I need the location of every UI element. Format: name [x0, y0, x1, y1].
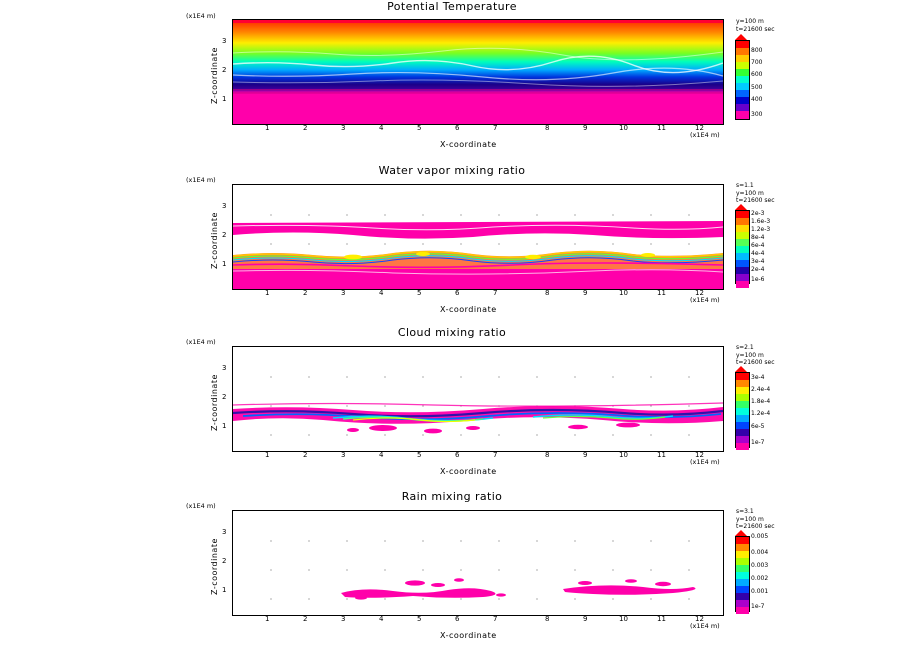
- meta-line-1: y=100 m: [736, 18, 764, 25]
- colorbar-tick-6e-4: 6e-4: [751, 242, 765, 249]
- x-tick-11: 11: [657, 289, 666, 297]
- x-axis-label: X-coordinate: [440, 467, 497, 476]
- y-tick-3: 3: [222, 528, 227, 536]
- x-unit-label: (x1E4 m): [690, 131, 720, 139]
- x-axis-label: X-coordinate: [440, 631, 497, 640]
- chart-title: Water vapor mixing ratio: [378, 164, 526, 177]
- plot-area-potential-temperature: [232, 19, 724, 125]
- colorbar-meta-3: [736, 508, 775, 531]
- colorbar-tick-0.004: 0.004: [751, 549, 769, 556]
- x-tick-3: 3: [341, 615, 346, 623]
- colorbar-tick-3e-4: 3e-4: [751, 258, 765, 265]
- colorbar-cloud-mixing-ratio: [735, 372, 750, 448]
- colorbar-tick-300: 300: [751, 111, 763, 118]
- x-tick-10: 10: [619, 615, 628, 623]
- x-tick-2: 2: [303, 451, 308, 459]
- x-tick-4: 4: [379, 289, 384, 297]
- y-tick-3: 3: [222, 202, 227, 210]
- x-tick-12: 12: [695, 289, 704, 297]
- x-tick-12: 12: [695, 451, 704, 459]
- x-unit-label: (x1E4 m): [690, 296, 720, 304]
- colorbar-tick-8e-4: 8e-4: [751, 234, 765, 241]
- colorbar-meta-0: [736, 18, 775, 33]
- colorbar-tick-4e-4: 4e-4: [751, 250, 765, 257]
- plot-area-water-vapor: [232, 184, 724, 290]
- meta-line-1: s=2.1: [736, 344, 754, 351]
- colorbar-tick-400: 400: [751, 96, 763, 103]
- y-unit-label: (x1E4 m): [186, 176, 216, 184]
- panel-rain-mixing-ratio: [0, 487, 904, 654]
- x-tick-9: 9: [583, 451, 588, 459]
- x-tick-1: 1: [265, 451, 270, 459]
- x-tick-5: 5: [417, 289, 422, 297]
- x-tick-9: 9: [583, 124, 588, 132]
- x-tick-5: 5: [417, 451, 422, 459]
- colorbar-tick-1.2e-4: 1.2e-4: [751, 410, 771, 417]
- x-tick-1: 1: [265, 289, 270, 297]
- x-tick-4: 4: [379, 451, 384, 459]
- plot-area-rain-mixing-ratio: [232, 510, 724, 616]
- x-tick-7: 7: [493, 451, 498, 459]
- colorbar-tick-2e-4: 2e-4: [751, 266, 765, 273]
- colorbar-tick-6e-5: 6e-5: [751, 423, 765, 430]
- y-tick-3: 3: [222, 364, 227, 372]
- colorbar-tick-0.005: 0.005: [751, 533, 769, 540]
- y-tick-1: 1: [222, 95, 227, 103]
- x-tick-5: 5: [417, 124, 422, 132]
- x-tick-11: 11: [657, 451, 666, 459]
- y-tick-2: 2: [222, 557, 227, 565]
- y-axis-label: Z-coordinate: [210, 374, 219, 431]
- y-axis-label: Z-coordinate: [210, 47, 219, 104]
- meta-line-2: y=100 m: [736, 189, 764, 197]
- meta-line-2: y=100 m: [736, 351, 764, 359]
- x-tick-5: 5: [417, 615, 422, 623]
- x-tick-12: 12: [695, 615, 704, 623]
- colorbar-meta-2: [736, 344, 775, 367]
- x-tick-2: 2: [303, 615, 308, 623]
- colorbar-tick-1.6e-3: 1.6e-3: [751, 218, 771, 225]
- x-axis-label: X-coordinate: [440, 305, 497, 314]
- x-tick-11: 11: [657, 124, 666, 132]
- x-tick-8: 8: [545, 124, 550, 132]
- colorbar-tick-1.8e-4: 1.8e-4: [751, 398, 771, 405]
- panel-water-vapor: [0, 160, 904, 324]
- x-tick-10: 10: [619, 451, 628, 459]
- colorbar-tick-0.002: 0.002: [751, 575, 769, 582]
- meta-line-3: t=21600 sec: [736, 359, 775, 366]
- panel-cloud-mixing-ratio: [0, 324, 904, 488]
- x-tick-1: 1: [265, 615, 270, 623]
- colorbar-water-vapor: [735, 210, 750, 284]
- colorbar-tick-3e-4: 3e-4: [751, 374, 765, 381]
- x-tick-4: 4: [379, 124, 384, 132]
- colorbar-tick-2e-3: 2e-3: [751, 210, 765, 217]
- colorbar-tick-500: 500: [751, 84, 763, 91]
- x-tick-2: 2: [303, 289, 308, 297]
- x-tick-7: 7: [493, 289, 498, 297]
- colorbar-tick-600: 600: [751, 71, 763, 78]
- meta-line-2: y=100 m: [736, 515, 764, 523]
- colorbar-meta-1: [736, 182, 775, 205]
- x-tick-10: 10: [619, 124, 628, 132]
- colorbar-tick-1.2e-3: 1.2e-3: [751, 226, 771, 233]
- x-tick-3: 3: [341, 124, 346, 132]
- x-axis-label: X-coordinate: [440, 140, 497, 149]
- meta-line-1: s=3.1: [736, 508, 754, 515]
- meta-line-3: t=21600 sec: [736, 197, 775, 204]
- meta-line-2: t=21600 sec: [736, 25, 775, 33]
- chart-title: Potential Temperature: [387, 0, 517, 13]
- panel-potential-temperature: [0, 0, 904, 160]
- plot-area-cloud-mixing-ratio: [232, 346, 724, 452]
- x-tick-9: 9: [583, 289, 588, 297]
- chart-title: Cloud mixing ratio: [397, 326, 507, 339]
- x-tick-8: 8: [545, 615, 550, 623]
- x-tick-4: 4: [379, 615, 384, 623]
- x-tick-1: 1: [265, 124, 270, 132]
- x-tick-6: 6: [455, 615, 460, 623]
- colorbar-tick-1e-7: 1e-7: [751, 439, 765, 446]
- y-tick-2: 2: [222, 393, 227, 401]
- x-tick-12: 12: [695, 124, 704, 132]
- colorbar-tick-700: 700: [751, 59, 763, 66]
- y-tick-1: 1: [222, 422, 227, 430]
- x-tick-3: 3: [341, 451, 346, 459]
- x-tick-7: 7: [493, 615, 498, 623]
- x-tick-6: 6: [455, 451, 460, 459]
- x-tick-2: 2: [303, 124, 308, 132]
- meta-line-3: t=21600 sec: [736, 523, 775, 530]
- y-unit-label: (x1E4 m): [186, 12, 216, 20]
- x-tick-6: 6: [455, 124, 460, 132]
- colorbar-tick-1e-6: 1e-6: [751, 276, 765, 283]
- x-unit-label: (x1E4 m): [690, 622, 720, 630]
- meta-line-1: s=1.1: [736, 182, 754, 189]
- y-unit-label: (x1E4 m): [186, 338, 216, 346]
- x-tick-6: 6: [455, 289, 460, 297]
- colorbar-rain-mixing-ratio: [735, 536, 750, 612]
- colorbar-tick-2.4e-4: 2.4e-4: [751, 386, 771, 393]
- colorbar-tick-0.001: 0.001: [751, 588, 769, 595]
- y-tick-2: 2: [222, 231, 227, 239]
- y-tick-3: 3: [222, 37, 227, 45]
- x-tick-9: 9: [583, 615, 588, 623]
- chart-title: Rain mixing ratio: [401, 490, 503, 503]
- x-tick-8: 8: [545, 289, 550, 297]
- y-axis-label: Z-coordinate: [210, 538, 219, 595]
- x-unit-label: (x1E4 m): [690, 458, 720, 466]
- x-tick-7: 7: [493, 124, 498, 132]
- colorbar-tick-800: 800: [751, 47, 763, 54]
- colorbar-tick-0.003: 0.003: [751, 562, 769, 569]
- y-tick-2: 2: [222, 66, 227, 74]
- colorbar-potential-temperature: [735, 40, 750, 120]
- x-tick-10: 10: [619, 289, 628, 297]
- y-axis-label: Z-coordinate: [210, 212, 219, 269]
- x-tick-3: 3: [341, 289, 346, 297]
- x-tick-11: 11: [657, 615, 666, 623]
- y-tick-1: 1: [222, 586, 227, 594]
- y-unit-label: (x1E4 m): [186, 502, 216, 510]
- x-tick-8: 8: [545, 451, 550, 459]
- colorbar-tick-1e-7: 1e-7: [751, 603, 765, 610]
- y-tick-1: 1: [222, 260, 227, 268]
